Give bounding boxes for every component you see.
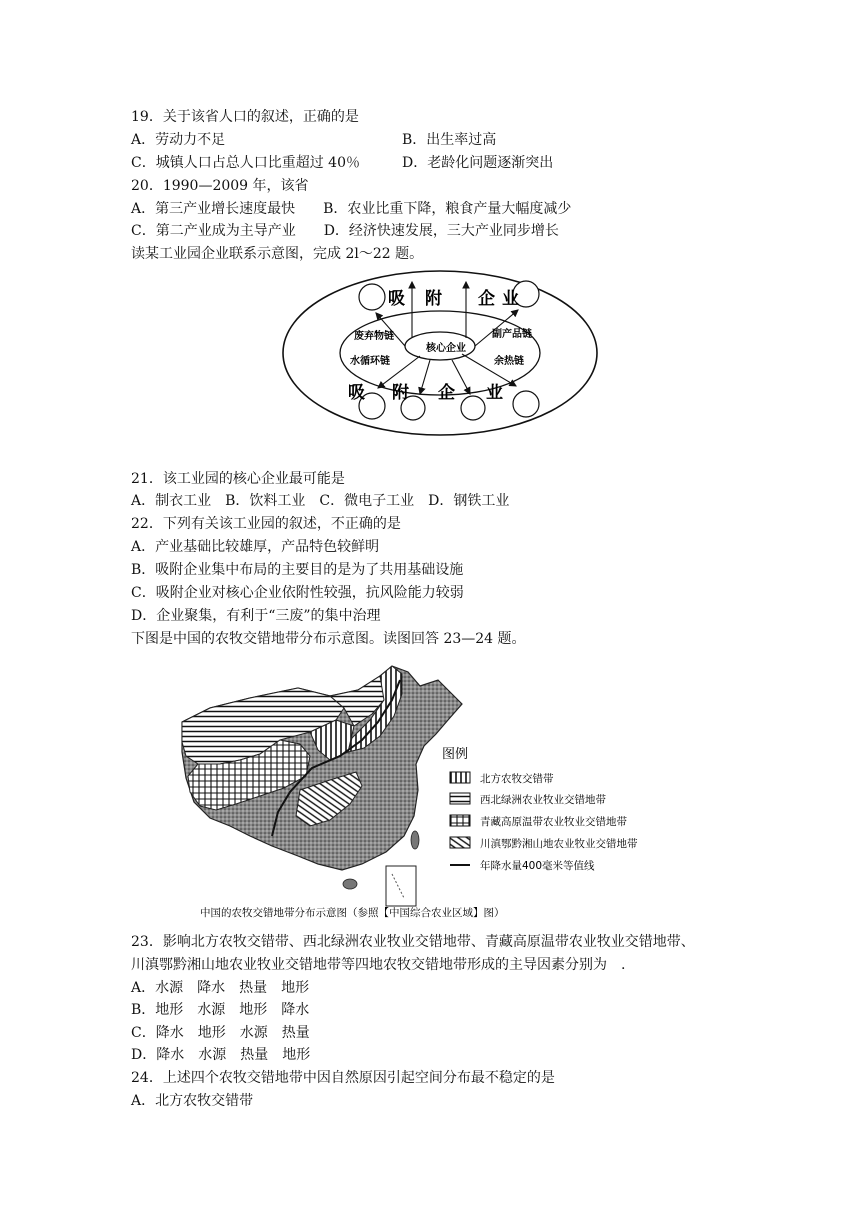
q23-stem-line1: 23．影响北方农牧交错带、西北绿洲农业牧业交错地带、青藏高原温带农业牧业交错地带、	[131, 934, 695, 950]
label-heat-chain: 余热链	[494, 356, 524, 367]
legend-northwest: 西北绿洲农业牧业交错地带	[480, 794, 606, 806]
china-agro-pastoral-map	[180, 660, 690, 922]
label-byproduct-chain: 副产品链	[492, 329, 532, 340]
legend-title: 图例	[442, 747, 469, 762]
q23-option-b: B．地形 水源 地形 降水	[131, 1002, 310, 1018]
legend-swatch-tibet	[450, 815, 470, 826]
taiwan	[411, 831, 419, 849]
bottom-char: 吸	[348, 383, 365, 403]
q24-stem: 24．上述四个农牧交错地带中因自然原因引起空间分布最不稳定的是	[131, 1070, 555, 1086]
intro-21-22: 读某工业园企业联系示意图，完成 2l～22 题。	[131, 246, 424, 262]
q19-option-d: D．老龄化问题逐渐突出	[402, 155, 554, 171]
q23-stem-line2: 川滇鄂黔湘山地农业牧业交错地带等四地农牧交错地带形成的主导因素分别为 .	[131, 957, 626, 973]
intro-23-24: 下图是中国的农牧交错地带分布示意图。读图回答 23—24 题。	[131, 631, 526, 647]
legend-swatch-northwest	[450, 793, 470, 804]
q21-stem: 21．该工业园的核心企业最可能是	[131, 471, 345, 487]
q23-option-a: A．水源 降水 热量 地形	[131, 980, 310, 996]
q20-stem: 20．1990—2009 年，该省	[131, 178, 309, 194]
q19-option-b: B．出生率过高	[402, 132, 497, 148]
q24-option-a: A．北方农牧交错带	[131, 1093, 254, 1109]
top-char: 附	[425, 289, 442, 309]
q23-option-c: C．降水 地形 水源 热量	[131, 1025, 310, 1041]
q19-option-c: C．城镇人口占总人口比重超过 40％	[131, 155, 360, 171]
q22-option-c: C．吸附企业对核心企业依附性较强，抗风险能力较弱	[131, 585, 464, 601]
company-circle	[461, 396, 485, 420]
hainan	[343, 879, 357, 889]
bottom-char: 附	[392, 383, 409, 403]
q22-stem: 22．下列有关该工业园的叙述，不正确的是	[131, 516, 401, 532]
legend-southwest: 川滇鄂黔湘山地农业牧业交错地带	[480, 838, 638, 850]
map-caption: 中国的农牧交错地带分布示意图（参照【中国综合农业区域】图）	[200, 907, 505, 919]
q19-stem: 19．关于该省人口的叙述，正确的是	[131, 109, 359, 125]
top-char: 业	[502, 289, 519, 309]
q20-options-cd: C．第二产业成为主导产业 D．经济快速发展，三大产业同步增长	[131, 223, 559, 239]
south-sea-inset	[386, 866, 416, 906]
q22-option-a: A．产业基础比较雄厚，产品特色较鲜明	[131, 539, 380, 555]
q22-option-b: B．吸附企业集中布局的主要目的是为了共用基础设施	[131, 562, 464, 578]
q20-options-ab: A．第三产业增长速度最快 B．农业比重下降，粮食产量大幅度减少	[131, 201, 572, 217]
top-char: 吸	[388, 289, 405, 309]
q22-option-d: D．企业聚集，有利于“三废”的集中治理	[131, 608, 381, 624]
q19-option-a: A．劳动力不足	[131, 132, 226, 148]
company-circle	[513, 391, 539, 417]
core-label: 核心企业	[426, 343, 466, 354]
legend-swatch-southwest	[450, 837, 470, 848]
q21-options: A．制衣工业 B．饮料工业 C．微电子工业 D．钢铁工业	[131, 493, 510, 509]
industrial-park-diagram	[280, 268, 600, 438]
company-circle	[359, 284, 385, 310]
label-water-chain: 水循环链	[350, 356, 390, 367]
label-waste-chain: 废弃物链	[354, 331, 394, 342]
top-char: 企	[478, 289, 495, 309]
legend-tibet: 青藏高原温带农业牧业交错地带	[480, 816, 627, 828]
legend-north: 北方农牧交错带	[480, 773, 554, 785]
bottom-char: 业	[486, 383, 503, 403]
legend-swatch-north	[450, 772, 470, 783]
q23-option-d: D．降水 水源 热量 地形	[131, 1047, 311, 1063]
legend-isohyet: 年降水量400毫米等值线	[480, 860, 595, 872]
bottom-char: 企	[438, 383, 455, 403]
